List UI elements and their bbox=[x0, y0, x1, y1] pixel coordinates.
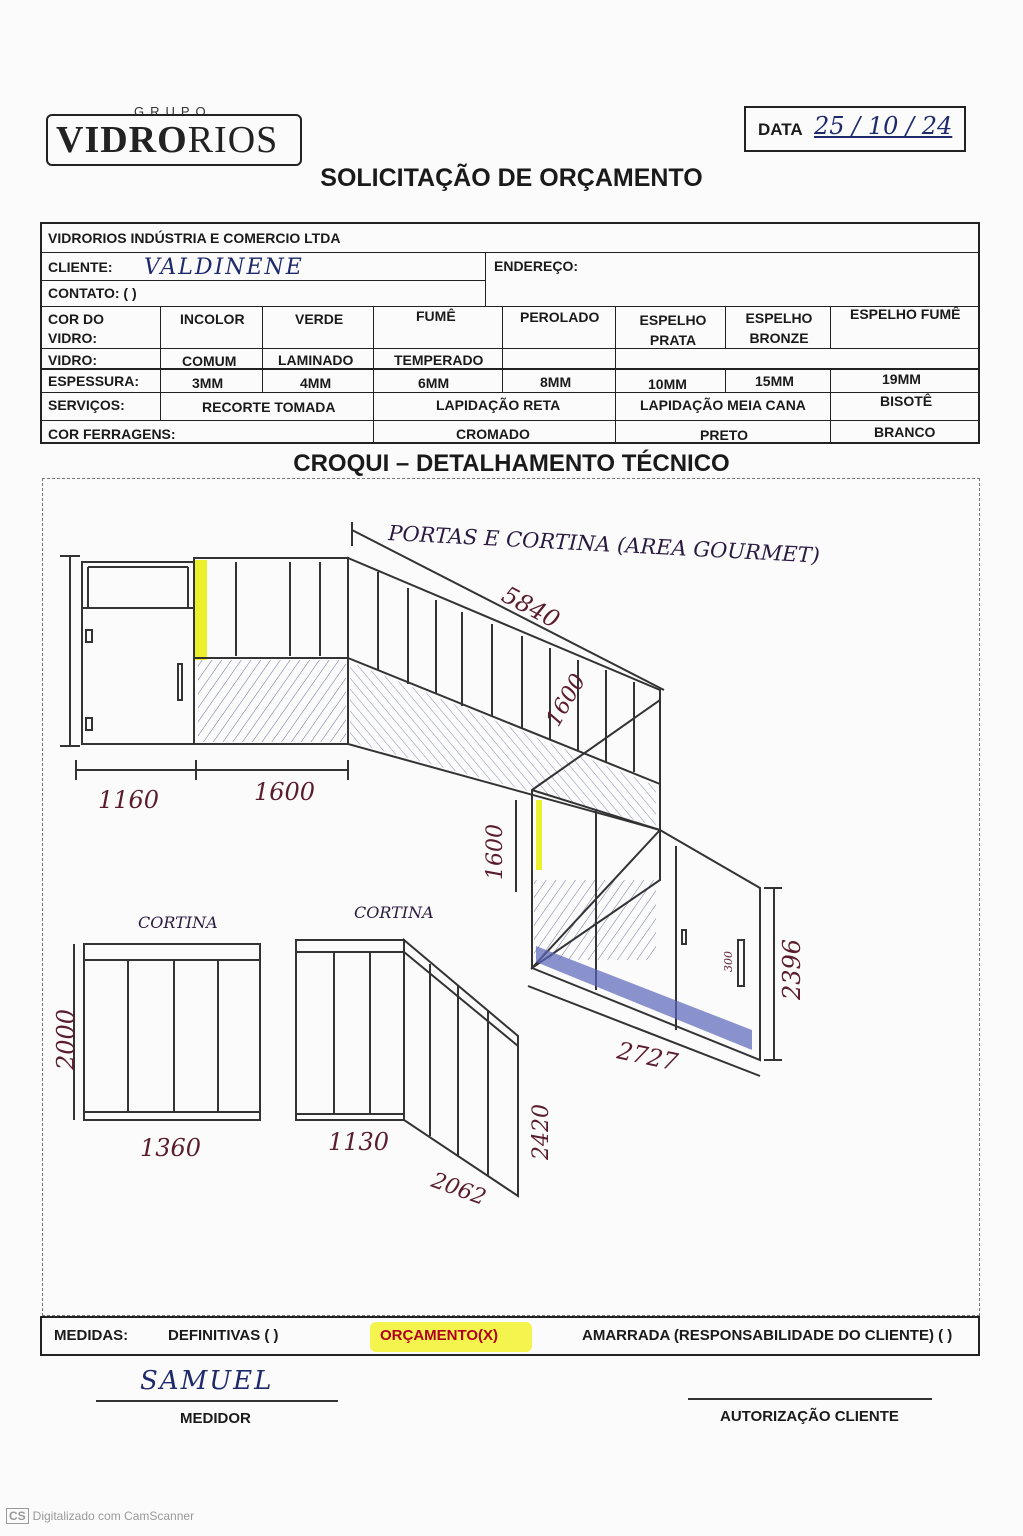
measures-label: MEDIDAS: bbox=[54, 1327, 129, 1344]
glass-type-label: VIDRO: bbox=[48, 352, 97, 368]
dim-1360: 1360 bbox=[140, 1134, 202, 1162]
services-label: SERVIÇOS: bbox=[48, 397, 125, 413]
glass-color-option: VERDE bbox=[295, 311, 344, 327]
thickness-label: ESPESSURA: bbox=[48, 373, 140, 389]
hardware-option: PRETO bbox=[700, 427, 748, 443]
thickness-option: 10MM bbox=[648, 376, 687, 392]
client-value: VALDINENE bbox=[144, 255, 304, 280]
dim-2000: 2000 bbox=[52, 1008, 80, 1070]
contact-label: CONTATO: ( ) bbox=[48, 285, 137, 301]
highlight-strip-right bbox=[536, 800, 542, 870]
date-label: DATA bbox=[758, 120, 803, 139]
dimension-lines bbox=[60, 522, 782, 1076]
glass-type-option: TEMPERADO bbox=[394, 352, 484, 368]
measurer-signature: SAMUEL bbox=[140, 1366, 274, 1396]
quote-option: ORÇAMENTO(X) bbox=[380, 1327, 499, 1344]
date-value: 25 / 10 / 24 bbox=[814, 112, 953, 140]
hardware-option: CROMADO bbox=[456, 426, 530, 442]
glass-color-option: PEROLADO bbox=[520, 309, 600, 325]
hardware-option: BRANCO bbox=[874, 424, 936, 440]
hardware-label: COR FERRAGENS: bbox=[48, 426, 176, 442]
door-panel-left bbox=[82, 562, 194, 744]
service-option: LAPIDAÇÃO MEIA CANA bbox=[640, 397, 806, 413]
dim-300: 300 bbox=[722, 951, 735, 972]
thickness-option: 15MM bbox=[755, 373, 794, 389]
curtain-right bbox=[296, 940, 518, 1196]
tied-option: AMARRADA (RESPONSABILIDADE DO CLIENTE) ( ) bbox=[582, 1327, 953, 1344]
thickness-option: 19MM bbox=[882, 371, 921, 387]
glass-type-option: COMUM bbox=[182, 353, 237, 369]
dim-1130: 1130 bbox=[328, 1128, 390, 1156]
glass-color-option: INCOLOR bbox=[180, 311, 245, 327]
hatched-cabinet bbox=[534, 880, 656, 960]
dim-2396: 2396 bbox=[778, 938, 806, 1000]
highlight-strip bbox=[195, 560, 207, 660]
dim-2727: 2727 bbox=[614, 1036, 681, 1077]
dim-1600-diag: 1600 bbox=[541, 670, 592, 731]
curtain-left bbox=[74, 944, 260, 1120]
client-authorization-label: AUTORIZAÇÃO CLIENTE bbox=[720, 1408, 899, 1425]
address-label: ENDEREÇO: bbox=[494, 258, 579, 274]
client-label: CLIENTE: bbox=[48, 259, 113, 275]
page-title: SOLICITAÇÃO DE ORÇAMENTO bbox=[320, 164, 703, 192]
logo-group-text: GRUPO bbox=[134, 104, 212, 119]
glass-color-label: COR DO VIDRO: bbox=[48, 311, 104, 346]
thickness-option: 3MM bbox=[192, 375, 224, 391]
sketch-note: PORTAS E CORTINA (AREA GOURMET) bbox=[387, 521, 821, 568]
measurer-signature-line bbox=[96, 1400, 338, 1402]
company-name: VIDRORIOS INDÚSTRIA E COMERCIO LTDA bbox=[48, 230, 341, 246]
hatched-floor-strip bbox=[536, 946, 752, 1050]
glass-color-option: ESPELHO PRATA bbox=[639, 312, 707, 348]
scanner-watermark: CS Digitalizado com CamScanner bbox=[6, 1508, 194, 1524]
dim-1160: 1160 bbox=[98, 786, 160, 814]
service-option: RECORTE TOMADA bbox=[202, 399, 336, 415]
glass-color-option: ESPELHO FUMÊ bbox=[850, 306, 961, 322]
service-option: LAPIDAÇÃO RETA bbox=[436, 397, 561, 413]
glass-color-option: ESPELHO BRONZE bbox=[745, 310, 813, 346]
thickness-option: 8MM bbox=[540, 374, 572, 390]
dim-2062: 2062 bbox=[427, 1168, 490, 1211]
hatched-wall-front bbox=[198, 660, 346, 742]
dim-5840: 5840 bbox=[497, 580, 565, 634]
dim-2420: 2420 bbox=[529, 1104, 554, 1160]
sketch-section-title: CROQUI – DETALHAMENTO TÉCNICO bbox=[293, 450, 730, 477]
measurer-label: MEDIDOR bbox=[180, 1410, 251, 1427]
service-option: BISOTÊ bbox=[880, 393, 933, 409]
glass-color-option: FUMÊ bbox=[416, 308, 456, 324]
dim-1600-bottom: 1600 bbox=[254, 778, 316, 806]
thickness-option: 6MM bbox=[418, 375, 450, 391]
dim-1600-vertical: 1600 bbox=[483, 824, 508, 880]
label-cortina-right: CORTINA bbox=[354, 903, 434, 922]
client-signature-line bbox=[688, 1398, 932, 1400]
glass-type-option: LAMINADO bbox=[278, 352, 354, 368]
thickness-option: 4MM bbox=[300, 375, 332, 391]
label-cortina-left: CORTINA bbox=[138, 913, 218, 932]
hatched-wall-diagonal bbox=[350, 662, 656, 826]
logo-wordmark: VIDRORIOS bbox=[56, 119, 279, 161]
definitive-option: DEFINITIVAS ( ) bbox=[168, 1327, 279, 1344]
